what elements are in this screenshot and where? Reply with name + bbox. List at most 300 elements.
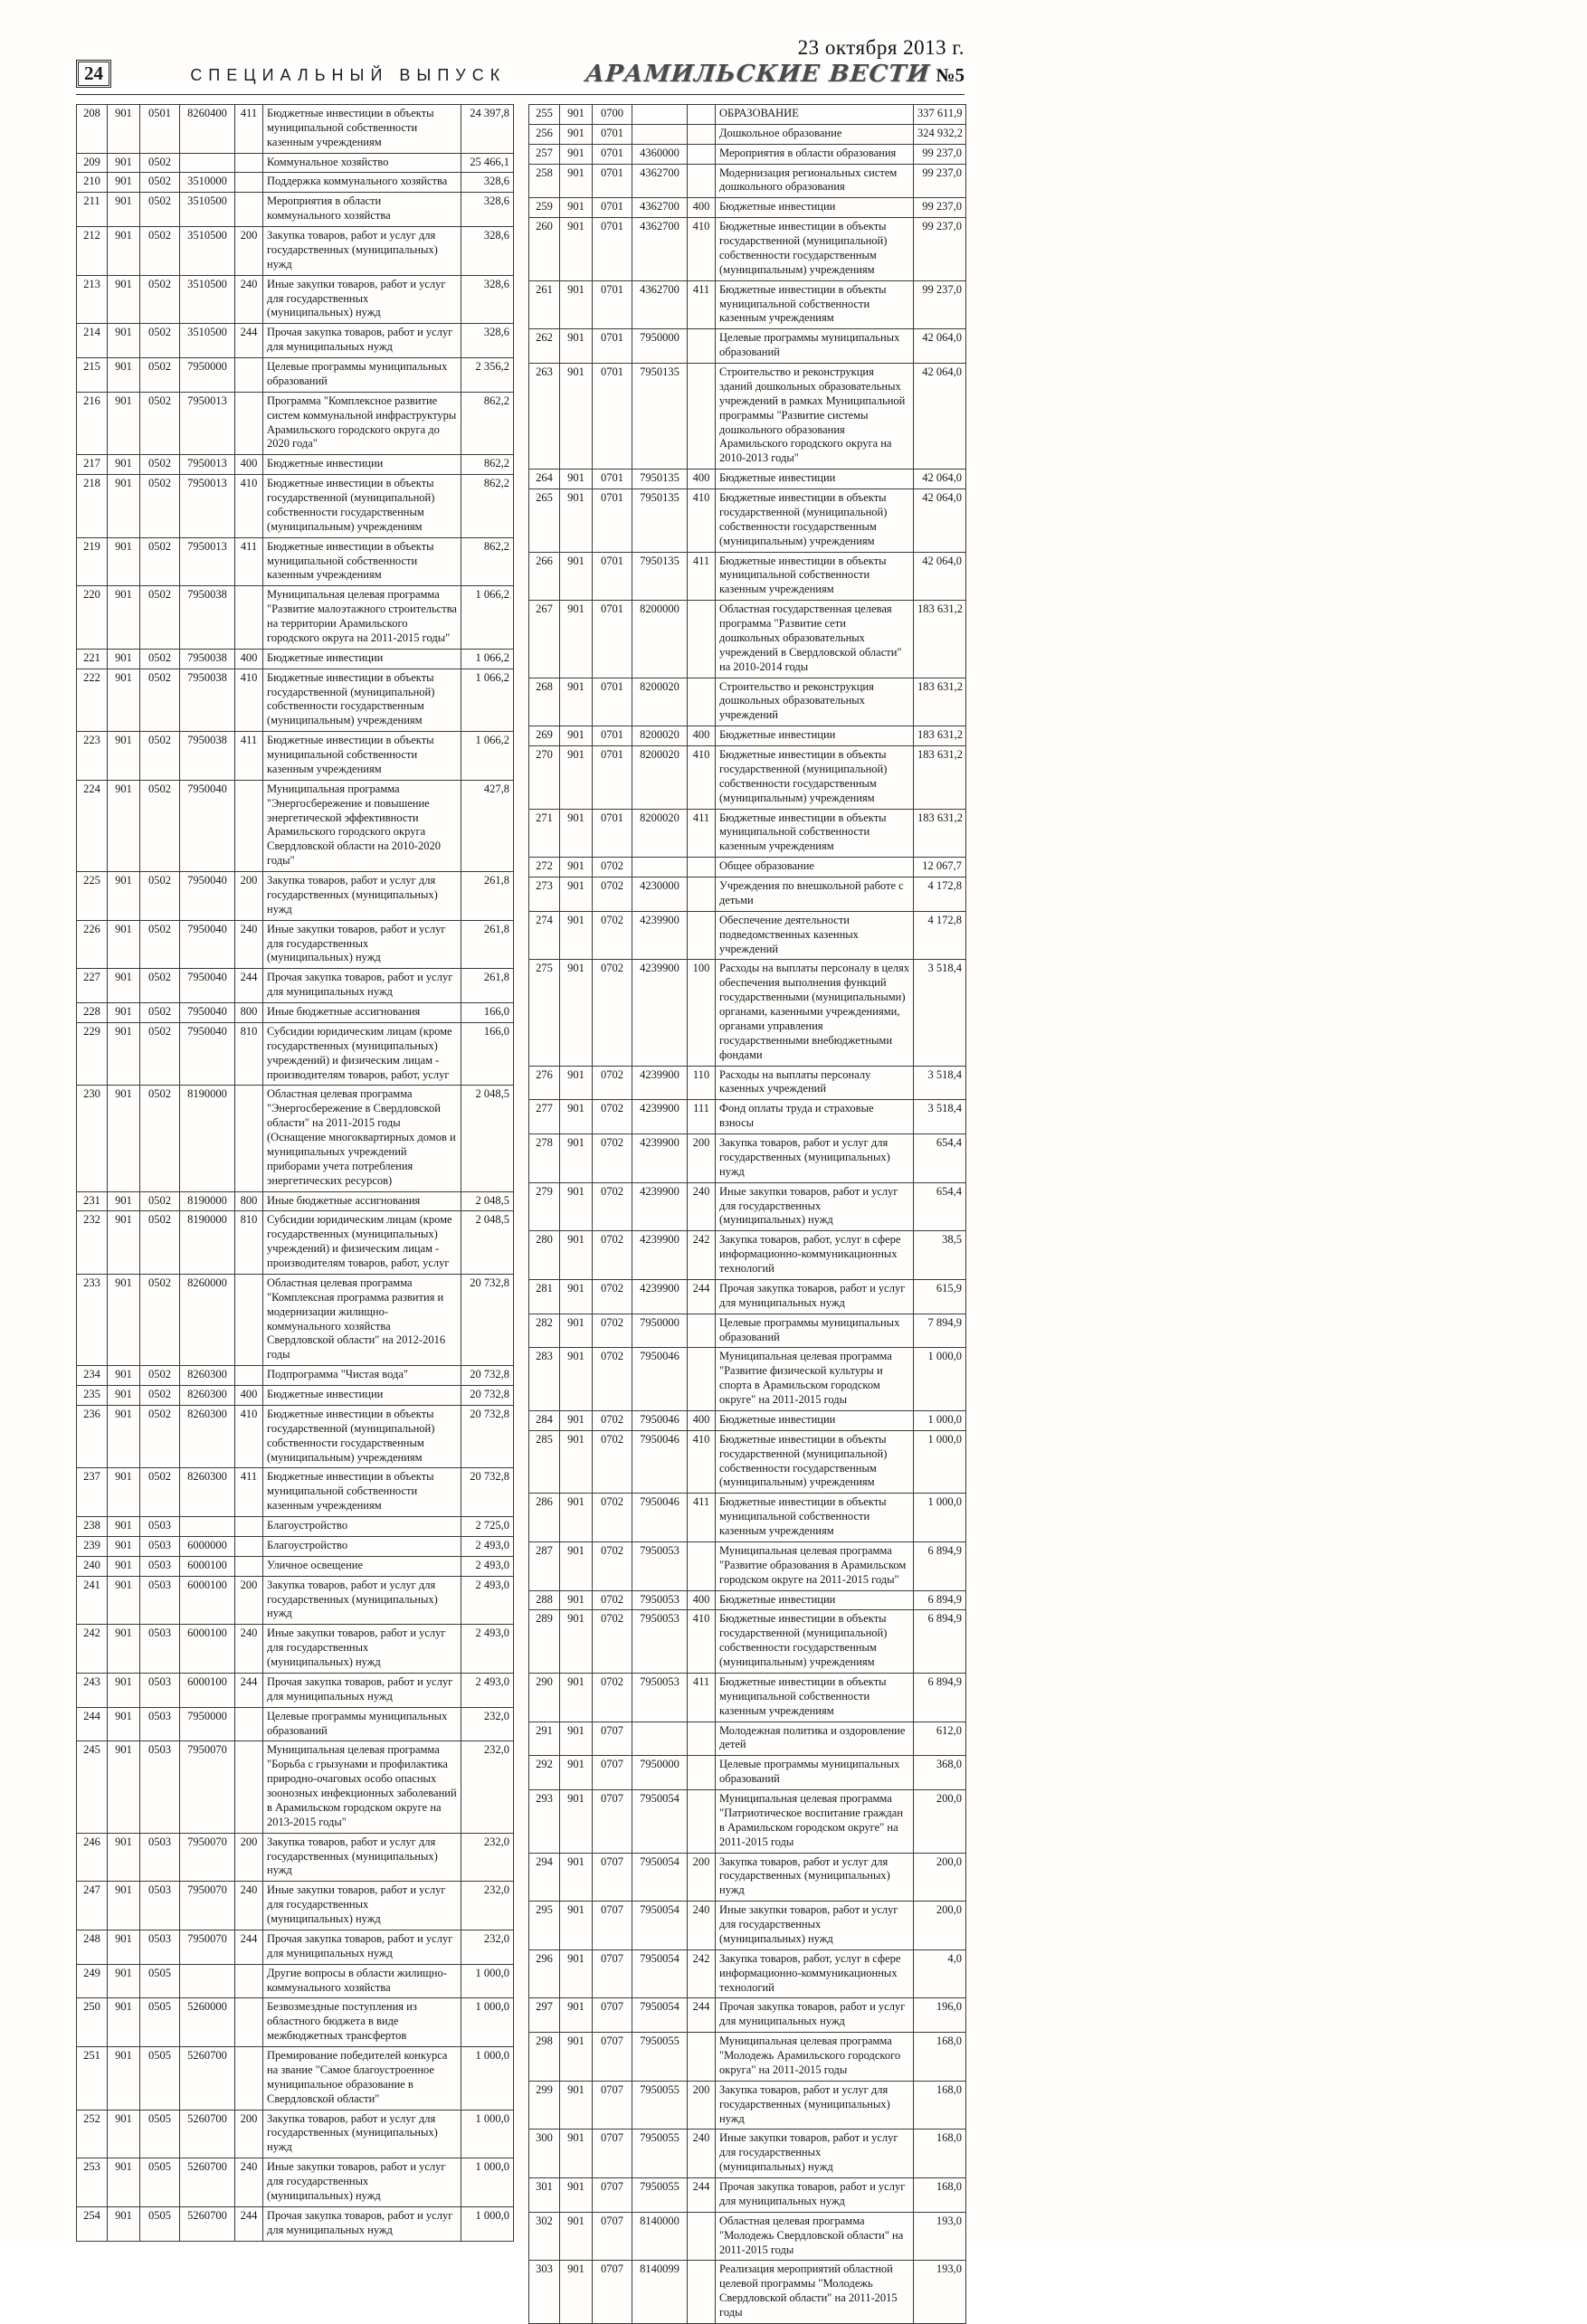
section-code-cell: 0702 bbox=[593, 877, 632, 912]
table-row bbox=[77, 732, 514, 781]
table-row bbox=[77, 455, 514, 475]
target-article-cell: 4360000 bbox=[632, 144, 688, 164]
target-article-cell: 7950013 bbox=[180, 475, 235, 538]
row-number-cell: 264 bbox=[529, 470, 560, 489]
section-code-cell: 0502 bbox=[140, 537, 180, 586]
row-number-cell: 287 bbox=[529, 1541, 560, 1590]
amount-cell: 1 000,0 bbox=[914, 1348, 966, 1411]
grbs-code-cell: 901 bbox=[108, 1003, 140, 1023]
expense-type-cell bbox=[235, 1707, 263, 1741]
expense-name-cell: Бюджетные инвестиции bbox=[716, 198, 914, 218]
expense-name-cell: Фонд оплаты труда и страховые взносы bbox=[716, 1100, 914, 1134]
amount-cell: 1 000,0 bbox=[914, 1494, 966, 1542]
table-row bbox=[77, 1882, 514, 1930]
amount-cell: 25 466,1 bbox=[461, 153, 514, 173]
grbs-code-cell: 901 bbox=[560, 1673, 593, 1722]
row-number-cell: 284 bbox=[529, 1410, 560, 1430]
table-row bbox=[529, 809, 966, 858]
target-article-cell: 7950038 bbox=[180, 732, 235, 781]
row-number-cell: 218 bbox=[77, 475, 108, 538]
target-article-cell: 4230000 bbox=[632, 877, 688, 912]
expense-name-cell: Бюджетные инвестиции в объекты муниципальной собственности казенным учреждениям bbox=[716, 552, 914, 601]
target-article-cell: 6000100 bbox=[180, 1576, 235, 1625]
target-article-cell: 7950040 bbox=[180, 920, 235, 969]
expense-name-cell: Учреждения по внешкольной работе с детьми bbox=[716, 877, 914, 912]
target-article-cell: 4362700 bbox=[632, 218, 688, 281]
expense-name-cell: Закупка товаров, работ и услуг для государственных (муниципальных) нужд bbox=[263, 227, 461, 276]
section-code-cell: 0702 bbox=[593, 1673, 632, 1722]
target-article-cell: 8260300 bbox=[180, 1366, 235, 1386]
expense-name-cell: Бюджетные инвестиции bbox=[263, 455, 461, 475]
expense-type-cell: 411 bbox=[688, 1673, 716, 1722]
expense-name-cell: Бюджетные инвестиции bbox=[263, 649, 461, 669]
table-row bbox=[529, 1231, 966, 1280]
amount-cell: 261,8 bbox=[461, 920, 514, 969]
target-article-cell: 7950053 bbox=[632, 1673, 688, 1722]
target-article-cell: 8190000 bbox=[180, 1191, 235, 1211]
expense-type-cell: 244 bbox=[688, 1279, 716, 1314]
amount-cell: 1 000,0 bbox=[461, 2158, 514, 2207]
target-article-cell: 7950053 bbox=[632, 1590, 688, 1610]
target-article-cell: 7950053 bbox=[632, 1610, 688, 1674]
expense-type-cell bbox=[688, 877, 716, 912]
row-number-cell: 266 bbox=[529, 552, 560, 601]
table-row bbox=[529, 1100, 966, 1134]
grbs-code-cell: 901 bbox=[108, 392, 140, 455]
grbs-code-cell: 901 bbox=[108, 649, 140, 669]
grbs-code-cell: 901 bbox=[560, 2033, 593, 2082]
target-article-cell: 4239900 bbox=[632, 1182, 688, 1231]
table-row bbox=[77, 1191, 514, 1211]
row-number-cell: 214 bbox=[77, 324, 108, 358]
grbs-code-cell: 901 bbox=[560, 2261, 593, 2324]
table-row bbox=[77, 2110, 514, 2158]
table-row bbox=[77, 173, 514, 193]
amount-cell: 4 172,8 bbox=[914, 911, 966, 960]
expense-type-cell: 411 bbox=[688, 1494, 716, 1542]
target-article-cell: 7950070 bbox=[180, 1882, 235, 1930]
row-number-cell: 239 bbox=[77, 1536, 108, 1556]
expense-name-cell: Закупка товаров, работ и услуг для государственных (муниципальных) нужд bbox=[716, 1853, 914, 1902]
expense-type-cell: 410 bbox=[235, 669, 263, 732]
row-number-cell: 225 bbox=[77, 872, 108, 921]
section-code-cell: 0502 bbox=[140, 732, 180, 781]
grbs-code-cell: 901 bbox=[560, 1722, 593, 1756]
expense-type-cell: 400 bbox=[688, 470, 716, 489]
expense-type-cell: 411 bbox=[235, 1468, 263, 1517]
section-code-cell: 0502 bbox=[140, 1386, 180, 1406]
row-number-cell: 213 bbox=[77, 275, 108, 324]
table-row bbox=[529, 2130, 966, 2178]
table-row bbox=[77, 537, 514, 586]
grbs-code-cell: 901 bbox=[560, 911, 593, 960]
grbs-code-cell: 901 bbox=[108, 153, 140, 173]
table-row bbox=[529, 1853, 966, 1902]
target-article-cell: 3510500 bbox=[180, 275, 235, 324]
expense-type-cell bbox=[235, 1536, 263, 1556]
table-row bbox=[529, 2212, 966, 2261]
section-code-cell: 0502 bbox=[140, 392, 180, 455]
row-number-cell: 267 bbox=[529, 601, 560, 678]
grbs-code-cell: 901 bbox=[108, 1673, 140, 1707]
amount-cell: 1 000,0 bbox=[461, 1964, 514, 1998]
grbs-code-cell: 901 bbox=[108, 475, 140, 538]
amount-cell: 3 518,4 bbox=[914, 1066, 966, 1100]
row-number-cell: 289 bbox=[529, 1610, 560, 1674]
grbs-code-cell: 901 bbox=[108, 780, 140, 871]
expense-name-cell: Программа "Комплексное развитие систем коммунальной инфраструктуры Арамильского городского округа до 2020 года" bbox=[263, 392, 461, 455]
target-article-cell: 7950013 bbox=[180, 392, 235, 455]
grbs-code-cell: 901 bbox=[560, 1541, 593, 1590]
issue-number: №5 bbox=[936, 64, 965, 87]
grbs-code-cell: 901 bbox=[108, 1405, 140, 1468]
expense-name-cell: Общее образование bbox=[716, 858, 914, 877]
grbs-code-cell: 901 bbox=[560, 726, 593, 746]
amount-cell: 99 237,0 bbox=[914, 280, 966, 329]
section-code-cell: 0707 bbox=[593, 1949, 632, 1998]
row-number-cell: 297 bbox=[529, 1998, 560, 2033]
budget-table-right bbox=[528, 104, 966, 2324]
section-code-cell: 0701 bbox=[593, 144, 632, 164]
section-code-cell: 0502 bbox=[140, 780, 180, 871]
amount-cell: 4 172,8 bbox=[914, 877, 966, 912]
table-row bbox=[77, 358, 514, 393]
table-row bbox=[529, 746, 966, 810]
row-number-cell: 235 bbox=[77, 1386, 108, 1406]
section-code-cell: 0702 bbox=[593, 1279, 632, 1314]
table-row bbox=[77, 1517, 514, 1537]
expense-name-cell: Целевые программы муниципальных образований bbox=[263, 358, 461, 393]
section-code-cell: 0701 bbox=[593, 809, 632, 858]
table-row bbox=[529, 1279, 966, 1314]
expense-type-cell bbox=[235, 1964, 263, 1998]
section-code-cell: 0503 bbox=[140, 1707, 180, 1741]
amount-cell: 42 064,0 bbox=[914, 329, 966, 364]
row-number-cell: 243 bbox=[77, 1673, 108, 1707]
row-number-cell: 293 bbox=[529, 1790, 560, 1854]
expense-type-cell: 200 bbox=[235, 227, 263, 276]
target-article-cell: 4239900 bbox=[632, 911, 688, 960]
expense-type-cell: 240 bbox=[688, 2130, 716, 2178]
section-code-cell: 0707 bbox=[593, 2261, 632, 2324]
expense-type-cell: 240 bbox=[235, 920, 263, 969]
grbs-code-cell: 901 bbox=[560, 858, 593, 877]
target-article-cell: 5260700 bbox=[180, 2047, 235, 2111]
table-row bbox=[77, 1964, 514, 1998]
expense-name-cell: Другие вопросы в области жилищно-коммунального хозяйства bbox=[263, 1964, 461, 1998]
amount-cell: 99 237,0 bbox=[914, 144, 966, 164]
row-number-cell: 265 bbox=[529, 489, 560, 553]
expense-name-cell: Бюджетные инвестиции в объекты муниципальной собственности казенным учреждениям bbox=[716, 1494, 914, 1542]
expense-name-cell: Областная целевая программа "Молодежь Свердловской области" на 2011-2015 годы bbox=[716, 2212, 914, 2261]
table-row bbox=[77, 1673, 514, 1707]
expense-type-cell: 244 bbox=[235, 1673, 263, 1707]
row-number-cell: 303 bbox=[529, 2261, 560, 2324]
amount-cell: 2 493,0 bbox=[461, 1625, 514, 1674]
amount-cell: 2 048,5 bbox=[461, 1191, 514, 1211]
expense-type-cell: 410 bbox=[235, 1405, 263, 1468]
expense-type-cell: 410 bbox=[688, 218, 716, 281]
section-code-cell: 0701 bbox=[593, 124, 632, 144]
table-row bbox=[529, 726, 966, 746]
table-row bbox=[529, 1902, 966, 1950]
grbs-code-cell: 901 bbox=[560, 2081, 593, 2130]
row-number-cell: 238 bbox=[77, 1517, 108, 1537]
target-article-cell: 4362700 bbox=[632, 164, 688, 198]
amount-cell: 168,0 bbox=[914, 2081, 966, 2130]
row-number-cell: 252 bbox=[77, 2110, 108, 2158]
amount-cell: 862,2 bbox=[461, 455, 514, 475]
expense-type-cell bbox=[688, 1790, 716, 1854]
target-article-cell: 8260300 bbox=[180, 1405, 235, 1468]
grbs-code-cell: 901 bbox=[108, 227, 140, 276]
target-article-cell: 5260000 bbox=[180, 1998, 235, 2047]
expense-type-cell bbox=[235, 1998, 263, 2047]
section-code-cell: 0702 bbox=[593, 1314, 632, 1348]
row-number-cell: 245 bbox=[77, 1741, 108, 1833]
expense-type-cell: 800 bbox=[235, 1003, 263, 1023]
expense-name-cell: Бюджетные инвестиции в объекты государственной (муниципальной) собственности государственным (муниципальным) учреждениям bbox=[263, 669, 461, 732]
row-number-cell: 222 bbox=[77, 669, 108, 732]
table-row bbox=[77, 669, 514, 732]
table-row bbox=[529, 1673, 966, 1722]
amount-cell: 324 932,2 bbox=[914, 124, 966, 144]
target-article-cell: 8200020 bbox=[632, 809, 688, 858]
amount-cell: 654,4 bbox=[914, 1134, 966, 1183]
expense-name-cell: Иные закупки товаров, работ и услуг для государственных (муниципальных) нужд bbox=[263, 920, 461, 969]
expense-name-cell: Иные закупки товаров, работ и услуг для государственных (муниципальных) нужд bbox=[263, 1882, 461, 1930]
expense-type-cell: 200 bbox=[235, 1833, 263, 1882]
grbs-code-cell: 901 bbox=[108, 1576, 140, 1625]
expense-name-cell: Иные бюджетные ассигнования bbox=[263, 1191, 461, 1211]
expense-name-cell: Бюджетные инвестиции в объекты муниципальной собственности казенным учреждениям bbox=[263, 104, 461, 153]
section-code-cell: 0502 bbox=[140, 586, 180, 650]
expense-type-cell bbox=[688, 1348, 716, 1411]
expense-type-cell: 410 bbox=[235, 475, 263, 538]
row-number-cell: 268 bbox=[529, 678, 560, 726]
section-code-cell: 0505 bbox=[140, 2158, 180, 2207]
expense-name-cell: Модернизация региональных систем дошкольного образования bbox=[716, 164, 914, 198]
table-row bbox=[529, 1949, 966, 1998]
table-row bbox=[77, 1022, 514, 1086]
target-article-cell: 8190000 bbox=[180, 1086, 235, 1191]
table-row bbox=[529, 280, 966, 329]
amount-cell: 1 066,2 bbox=[461, 669, 514, 732]
section-code-cell: 0502 bbox=[140, 1274, 180, 1365]
target-article-cell: 3510500 bbox=[180, 193, 235, 227]
table-row bbox=[529, 2261, 966, 2324]
row-number-cell: 275 bbox=[529, 960, 560, 1066]
amount-cell: 1 000,0 bbox=[461, 2110, 514, 2158]
section-code-cell: 0701 bbox=[593, 678, 632, 726]
target-article-cell: 7950070 bbox=[180, 1930, 235, 1964]
table-row bbox=[77, 1556, 514, 1576]
amount-cell: 232,0 bbox=[461, 1741, 514, 1833]
grbs-code-cell: 901 bbox=[108, 586, 140, 650]
row-number-cell: 217 bbox=[77, 455, 108, 475]
target-article-cell: 8260300 bbox=[180, 1386, 235, 1406]
target-article-cell: 7950054 bbox=[632, 1902, 688, 1950]
row-number-cell: 278 bbox=[529, 1134, 560, 1183]
target-article-cell: 7950046 bbox=[632, 1410, 688, 1430]
target-article-cell: 7950038 bbox=[180, 586, 235, 650]
row-number-cell: 246 bbox=[77, 1833, 108, 1882]
row-number-cell: 251 bbox=[77, 2047, 108, 2111]
expense-name-cell: Бюджетные инвестиции в объекты муниципальной собственности казенным учреждениям bbox=[716, 280, 914, 329]
table-row bbox=[77, 227, 514, 276]
section-code-cell: 0707 bbox=[593, 2130, 632, 2178]
grbs-code-cell: 901 bbox=[560, 104, 593, 124]
table-row bbox=[77, 780, 514, 871]
row-number-cell: 231 bbox=[77, 1191, 108, 1211]
section-code-cell: 0707 bbox=[593, 2081, 632, 2130]
expense-type-cell bbox=[235, 1086, 263, 1191]
section-code-cell: 0702 bbox=[593, 960, 632, 1066]
expense-type-cell: 240 bbox=[235, 1882, 263, 1930]
expense-name-cell: Бюджетные инвестиции в объекты муниципальной собственности казенным учреждениям bbox=[263, 537, 461, 586]
amount-cell: 2 048,5 bbox=[461, 1211, 514, 1275]
row-number-cell: 230 bbox=[77, 1086, 108, 1191]
section-code-cell: 0505 bbox=[140, 2206, 180, 2241]
amount-cell: 6 894,9 bbox=[914, 1590, 966, 1610]
table-row bbox=[529, 124, 966, 144]
expense-type-cell: 410 bbox=[688, 1610, 716, 1674]
row-number-cell: 242 bbox=[77, 1625, 108, 1674]
table-row bbox=[529, 2033, 966, 2082]
target-article-cell: 7950053 bbox=[632, 1541, 688, 1590]
expense-name-cell: Закупка товаров, работ, услуг в сфере информационно-коммуникационных технологий bbox=[716, 1231, 914, 1280]
amount-cell: 427,8 bbox=[461, 780, 514, 871]
expense-type-cell bbox=[688, 911, 716, 960]
expense-type-cell: 244 bbox=[235, 969, 263, 1003]
expense-type-cell bbox=[235, 1366, 263, 1386]
section-code-cell: 0702 bbox=[593, 1182, 632, 1231]
target-article-cell: 7950038 bbox=[180, 669, 235, 732]
table-row bbox=[77, 1625, 514, 1674]
expense-type-cell bbox=[235, 2047, 263, 2111]
expense-type-cell bbox=[688, 104, 716, 124]
amount-cell: 2 356,2 bbox=[461, 358, 514, 393]
grbs-code-cell: 901 bbox=[560, 1998, 593, 2033]
table-row bbox=[77, 153, 514, 173]
amount-cell: 1 000,0 bbox=[461, 2206, 514, 2241]
amount-cell: 2 493,0 bbox=[461, 1536, 514, 1556]
amount-cell: 168,0 bbox=[914, 2130, 966, 2178]
amount-cell: 20 732,8 bbox=[461, 1405, 514, 1468]
table-row bbox=[77, 1707, 514, 1741]
amount-cell: 3 518,4 bbox=[914, 960, 966, 1066]
target-article-cell: 7950038 bbox=[180, 649, 235, 669]
grbs-code-cell: 901 bbox=[108, 1882, 140, 1930]
section-code-cell: 0707 bbox=[593, 1902, 632, 1950]
target-article-cell: 4239900 bbox=[632, 1134, 688, 1183]
section-code-cell: 0502 bbox=[140, 1191, 180, 1211]
section-code-cell: 0505 bbox=[140, 1964, 180, 1998]
grbs-code-cell: 901 bbox=[560, 2178, 593, 2213]
expense-name-cell: Иные закупки товаров, работ и услуг для государственных (муниципальных) нужд bbox=[716, 2130, 914, 2178]
row-number-cell: 211 bbox=[77, 193, 108, 227]
section-code-cell: 0701 bbox=[593, 470, 632, 489]
table-row bbox=[529, 911, 966, 960]
target-article-cell: 7950013 bbox=[180, 537, 235, 586]
expense-type-cell bbox=[235, 1274, 263, 1365]
row-number-cell: 292 bbox=[529, 1756, 560, 1790]
row-number-cell: 234 bbox=[77, 1366, 108, 1386]
section-code-cell: 0702 bbox=[593, 858, 632, 877]
section-code-cell: 0505 bbox=[140, 2047, 180, 2111]
amount-cell: 183 631,2 bbox=[914, 601, 966, 678]
expense-name-cell: Благоустройство bbox=[263, 1536, 461, 1556]
target-article-cell: 7950013 bbox=[180, 455, 235, 475]
table-row bbox=[529, 1430, 966, 1494]
grbs-code-cell: 901 bbox=[108, 732, 140, 781]
row-number-cell: 260 bbox=[529, 218, 560, 281]
grbs-code-cell: 901 bbox=[560, 877, 593, 912]
table-row bbox=[77, 475, 514, 538]
section-code-cell: 0700 bbox=[593, 104, 632, 124]
grbs-code-cell: 901 bbox=[108, 2047, 140, 2111]
section-code-cell: 0702 bbox=[593, 1066, 632, 1100]
amount-cell: 183 631,2 bbox=[914, 809, 966, 858]
grbs-code-cell: 901 bbox=[560, 280, 593, 329]
amount-cell: 183 631,2 bbox=[914, 726, 966, 746]
expense-name-cell: Целевые программы муниципальных образований bbox=[716, 1756, 914, 1790]
row-number-cell: 259 bbox=[529, 198, 560, 218]
amount-cell: 196,0 bbox=[914, 1998, 966, 2033]
target-article-cell: 8260000 bbox=[180, 1274, 235, 1365]
grbs-code-cell: 901 bbox=[560, 218, 593, 281]
row-number-cell: 262 bbox=[529, 329, 560, 364]
expense-name-cell: Закупка товаров, работ и услуг для государственных (муниципальных) нужд bbox=[263, 2110, 461, 2158]
grbs-code-cell: 901 bbox=[108, 358, 140, 393]
section-code-cell: 0701 bbox=[593, 164, 632, 198]
amount-cell: 1 000,0 bbox=[914, 1430, 966, 1494]
brand-line bbox=[585, 62, 965, 88]
grbs-code-cell: 901 bbox=[108, 537, 140, 586]
expense-name-cell: Бюджетные инвестиции в объекты государственной (муниципальной) собственности государственным (муниципальным) учреждениям bbox=[263, 475, 461, 538]
expense-type-cell bbox=[235, 358, 263, 393]
section-code-cell: 0702 bbox=[593, 1541, 632, 1590]
expense-type-cell bbox=[688, 1756, 716, 1790]
section-code-cell: 0502 bbox=[140, 1405, 180, 1468]
expense-type-cell: 411 bbox=[235, 537, 263, 586]
target-article-cell: 4362700 bbox=[632, 280, 688, 329]
section-code-cell: 0702 bbox=[593, 1348, 632, 1411]
expense-name-cell: Мероприятия в области образования bbox=[716, 144, 914, 164]
table-row bbox=[77, 2047, 514, 2111]
amount-cell: 20 732,8 bbox=[461, 1386, 514, 1406]
table-row bbox=[529, 104, 966, 124]
target-article-cell: 7950000 bbox=[180, 358, 235, 393]
table-row bbox=[529, 198, 966, 218]
expense-name-cell: Бюджетные инвестиции в объекты муниципальной собственности казенным учреждениям bbox=[716, 1673, 914, 1722]
amount-cell: 2 493,0 bbox=[461, 1673, 514, 1707]
grbs-code-cell: 901 bbox=[560, 489, 593, 553]
table-columns bbox=[76, 104, 965, 2324]
row-number-cell: 254 bbox=[77, 2206, 108, 2241]
target-article-cell: 7950055 bbox=[632, 2178, 688, 2213]
grbs-code-cell: 901 bbox=[108, 455, 140, 475]
amount-cell: 166,0 bbox=[461, 1003, 514, 1023]
table-row bbox=[529, 164, 966, 198]
grbs-code-cell: 901 bbox=[560, 1182, 593, 1231]
section-code-cell: 0702 bbox=[593, 1410, 632, 1430]
expense-name-cell: Бюджетные инвестиции bbox=[716, 1410, 914, 1430]
row-number-cell: 277 bbox=[529, 1100, 560, 1134]
expense-type-cell: 200 bbox=[688, 1853, 716, 1902]
section-code-cell: 0707 bbox=[593, 2178, 632, 2213]
expense-name-cell: Целевые программы муниципальных образований bbox=[716, 329, 914, 364]
